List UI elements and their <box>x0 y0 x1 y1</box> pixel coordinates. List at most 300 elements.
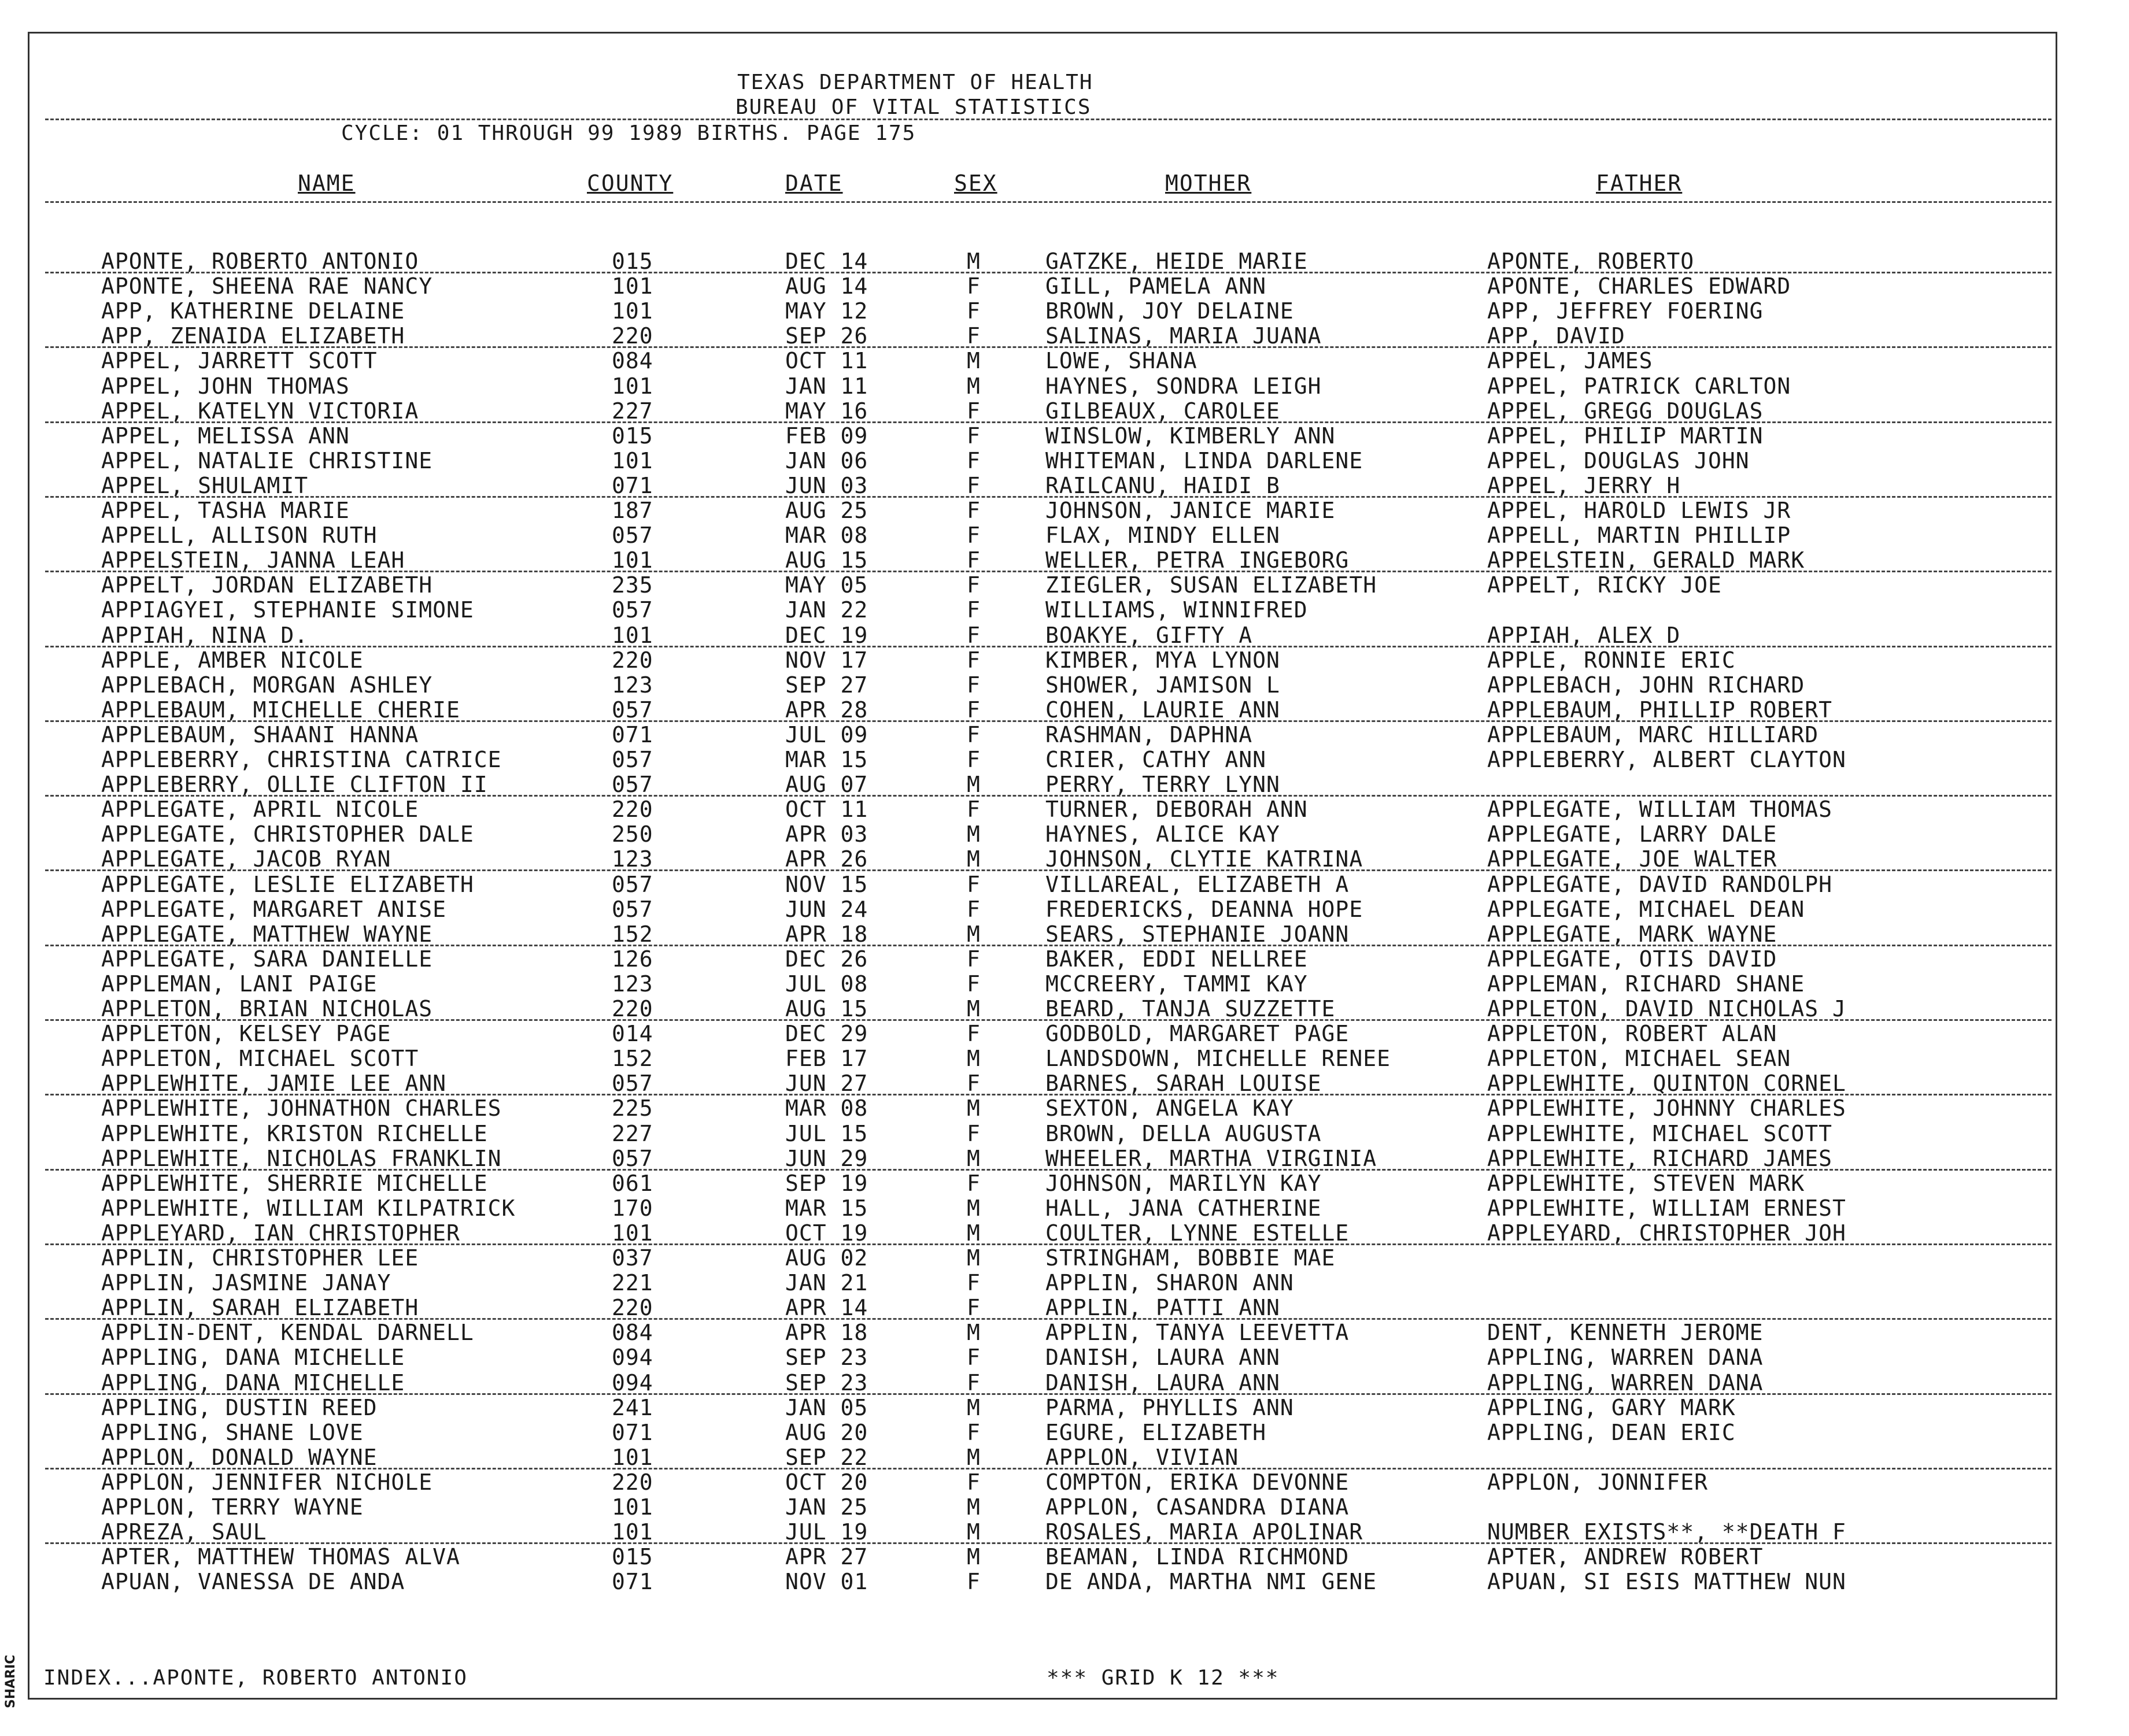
cell-mother: APPLIN, PATTI ANN <box>1045 1295 1280 1321</box>
table-row <box>0 1171 2129 1195</box>
cell-father: APONTE, CHARLES EDWARD <box>1487 273 1791 299</box>
cell-father: APPLEWHITE, STEVEN MARK <box>1487 1170 1805 1196</box>
cell-mother: PARMA, PHYLLIS ANN <box>1045 1394 1294 1420</box>
cell-name: APREZA, SAUL <box>101 1519 267 1545</box>
cell-county: 220 <box>612 797 653 823</box>
cell-sex: F <box>967 472 981 498</box>
cell-father: DENT, KENNETH JEROME <box>1487 1320 1764 1346</box>
cell-name: APPLING, DANA MICHELLE <box>101 1369 405 1396</box>
table-row <box>0 1245 2129 1270</box>
cell-county: 123 <box>612 971 653 997</box>
table-row <box>0 797 2129 821</box>
grid-reference: *** GRID K 12 *** <box>1047 1666 1280 1690</box>
column-header-date: DATE <box>785 171 843 196</box>
cell-name: APPLETON, BRIAN NICHOLAS <box>101 996 433 1021</box>
cell-date: AUG 15 <box>785 547 868 573</box>
table-row <box>0 249 2129 273</box>
cell-mother: HALL, JANA CATHERINE <box>1045 1195 1322 1221</box>
cell-mother: WHEELER, MARTHA VIRGINIA <box>1045 1145 1377 1171</box>
cell-sex: F <box>967 1345 981 1371</box>
cell-county: 101 <box>612 1494 653 1520</box>
cell-mother: BEARD, TANJA SUZZETTE <box>1045 996 1336 1021</box>
table-row <box>0 547 2129 572</box>
table-row <box>0 1071 2129 1095</box>
cell-mother: DANISH, LAURA ANN <box>1045 1345 1280 1371</box>
cell-date: OCT 11 <box>785 348 868 374</box>
cell-sex: F <box>967 597 981 623</box>
cell-mother: APPLIN, SHARON ANN <box>1045 1270 1294 1296</box>
cell-name: APPLEGATE, MATTHEW WAYNE <box>101 921 433 947</box>
cell-date: JUN 27 <box>785 1071 868 1097</box>
cell-name: APPLEGATE, APRIL NICOLE <box>101 797 419 823</box>
cell-county: 071 <box>612 1569 653 1595</box>
cell-mother: MCCREERY, TAMMI KAY <box>1045 971 1308 997</box>
cell-county: 084 <box>612 1320 653 1346</box>
cell-sex: M <box>967 821 981 847</box>
cell-father: APPLEGATE, JOE WALTER <box>1487 846 1777 872</box>
cell-father: APPLEGATE, DAVID RANDOLPH <box>1487 871 1832 897</box>
cell-sex: F <box>967 1270 981 1296</box>
cell-sex: F <box>967 273 981 299</box>
cell-county: 241 <box>612 1394 653 1420</box>
table-row <box>0 298 2129 323</box>
cell-sex: M <box>967 1494 981 1520</box>
cell-mother: RASHMAN, DAPHNA <box>1045 721 1253 747</box>
cell-sex: M <box>967 772 981 798</box>
cell-date: APR 27 <box>785 1544 868 1570</box>
cell-father: APPIAH, ALEX D <box>1487 622 1681 648</box>
cell-sex: F <box>967 871 981 897</box>
table-row <box>0 373 2129 398</box>
table-row <box>0 697 2129 722</box>
cell-date: JAN 11 <box>785 373 868 399</box>
cell-date: SEP 19 <box>785 1170 868 1196</box>
table-row <box>0 996 2129 1021</box>
cell-sex: M <box>967 249 981 274</box>
cell-date: JAN 22 <box>785 597 868 623</box>
table-row <box>0 1146 2129 1171</box>
cell-name: APPLON, TERRY WAYNE <box>101 1494 364 1520</box>
cell-county: 057 <box>612 1145 653 1171</box>
cell-father: APPLETON, DAVID NICHOLAS J <box>1487 996 1846 1021</box>
cell-county: 250 <box>612 821 653 847</box>
table-row <box>0 1519 2129 1544</box>
table-row <box>0 1345 2129 1369</box>
index-line: INDEX...APONTE, ROBERTO ANTONIO <box>43 1666 468 1690</box>
table-row <box>0 1494 2129 1519</box>
cell-name: APUAN, VANESSA DE ANDA <box>101 1569 405 1595</box>
cell-name: APPLETON, MICHAEL SCOTT <box>101 1046 419 1072</box>
cell-date: NOV 17 <box>785 647 868 673</box>
table-row <box>0 921 2129 946</box>
cell-father: APPELSTEIN, GERALD MARK <box>1487 547 1805 573</box>
cell-mother: BROWN, DELLA AUGUSTA <box>1045 1120 1322 1146</box>
cell-county: 227 <box>612 1120 653 1146</box>
cell-date: SEP 26 <box>785 323 868 349</box>
table-row <box>0 572 2129 597</box>
cell-mother: GODBOLD, MARGARET PAGE <box>1045 1021 1350 1047</box>
cell-county: 057 <box>612 871 653 897</box>
table-row <box>0 897 2129 921</box>
table-row <box>0 772 2129 797</box>
cell-father: APPLETON, MICHAEL SEAN <box>1487 1046 1791 1072</box>
table-row <box>0 348 2129 373</box>
cell-father: APPEL, PHILIP MARTIN <box>1487 423 1764 449</box>
cell-mother: COHEN, LAURIE ANN <box>1045 697 1280 723</box>
cell-name: APPLETON, KELSEY PAGE <box>101 1021 391 1047</box>
cell-county: 152 <box>612 921 653 947</box>
cell-mother: TURNER, DEBORAH ANN <box>1045 797 1308 823</box>
cell-name: APONTE, SHEENA RAE NANCY <box>101 273 433 299</box>
cell-date: APR 26 <box>785 846 868 872</box>
cell-county: 057 <box>612 597 653 623</box>
cell-mother: WHITEMAN, LINDA DARLENE <box>1045 447 1363 473</box>
column-header-father: FATHER <box>1596 171 1683 196</box>
cell-father: APPLING, WARREN DANA <box>1487 1369 1764 1396</box>
cell-name: APPLEMAN, LANI PAIGE <box>101 971 378 997</box>
cell-name: APPLON, DONALD WAYNE <box>101 1444 378 1470</box>
table-row <box>0 672 2129 697</box>
cell-mother: PERRY, TERRY LYNN <box>1045 772 1280 798</box>
cell-county: 220 <box>612 647 653 673</box>
cell-date: SEP 27 <box>785 672 868 698</box>
table-row <box>0 1095 2129 1120</box>
cell-date: DEC 29 <box>785 1021 868 1047</box>
cell-date: APR 18 <box>785 921 868 947</box>
cell-father: APPLEWHITE, QUINTON CORNEL <box>1487 1071 1846 1097</box>
table-row <box>0 1470 2129 1494</box>
cell-mother: SALINAS, MARIA JUANA <box>1045 323 1322 349</box>
cell-name: APPEL, NATALIE CHRISTINE <box>101 447 433 473</box>
cell-county: 071 <box>612 721 653 747</box>
cell-name: APP, KATHERINE DELAINE <box>101 298 405 324</box>
cell-sex: F <box>967 572 981 598</box>
table-row <box>0 1046 2129 1071</box>
cell-mother: GATZKE, HEIDE MARIE <box>1045 249 1308 274</box>
cell-name: APPEL, KATELYN VICTORIA <box>101 398 419 424</box>
cell-date: AUG 14 <box>785 273 868 299</box>
cell-name: APPLIN, SARAH ELIZABETH <box>101 1295 419 1321</box>
cell-date: DEC 26 <box>785 946 868 972</box>
cell-name: APTER, MATTHEW THOMAS ALVA <box>101 1544 460 1570</box>
cycle-line: CYCLE: 01 THROUGH 99 1989 BIRTHS. PAGE 175 <box>341 121 916 145</box>
table-row <box>0 597 2129 622</box>
table-row <box>0 846 2129 871</box>
cell-father: APPEL, GREGG DOUGLAS <box>1487 398 1764 424</box>
cell-date: DEC 19 <box>785 622 868 648</box>
cell-county: 071 <box>612 472 653 498</box>
cell-county: 015 <box>612 249 653 274</box>
cell-name: APPLING, DANA MICHELLE <box>101 1345 405 1371</box>
cell-father: APPELL, MARTIN PHILLIP <box>1487 523 1791 549</box>
cell-sex: F <box>967 971 981 997</box>
cell-mother: WINSLOW, KIMBERLY ANN <box>1045 423 1336 449</box>
cell-county: 057 <box>612 772 653 798</box>
cell-county: 101 <box>612 622 653 648</box>
cell-date: OCT 20 <box>785 1469 868 1495</box>
cell-name: APPLEBERRY, CHRISTINA CATRICE <box>101 747 502 772</box>
cell-sex: F <box>967 1469 981 1495</box>
cell-county: 221 <box>612 1270 653 1296</box>
cell-name: APP, ZENAIDA ELIZABETH <box>101 323 405 349</box>
cell-mother: ROSALES, MARIA APOLINAR <box>1045 1519 1363 1545</box>
cell-father: APPLEMAN, RICHARD SHANE <box>1487 971 1805 997</box>
cell-name: APPEL, JOHN THOMAS <box>101 373 350 399</box>
cell-mother: HAYNES, SONDRA LEIGH <box>1045 373 1322 399</box>
table-row <box>0 722 2129 747</box>
cell-father: APPLEBERRY, ALBERT CLAYTON <box>1487 747 1846 772</box>
table-row <box>0 821 2129 846</box>
cell-father: APP, JEFFREY FOERING <box>1487 298 1764 324</box>
table-row <box>0 473 2129 498</box>
cell-county: 101 <box>612 273 653 299</box>
cell-mother: JOHNSON, MARILYN KAY <box>1045 1170 1322 1196</box>
cell-name: APPLE, AMBER NICOLE <box>101 647 364 673</box>
cell-father: APPEL, DOUGLAS JOHN <box>1487 447 1750 473</box>
cell-father: APONTE, ROBERTO <box>1487 249 1695 274</box>
cell-date: MAY 12 <box>785 298 868 324</box>
cell-sex: M <box>967 1220 981 1246</box>
cell-father: APPLING, WARREN DANA <box>1487 1345 1764 1371</box>
cell-county: 061 <box>612 1170 653 1196</box>
cell-sex: M <box>967 1145 981 1171</box>
cell-date: SEP 23 <box>785 1369 868 1396</box>
cell-mother: APPLIN, TANYA LEEVETTA <box>1045 1320 1350 1346</box>
cell-sex: M <box>967 1444 981 1470</box>
cell-sex: F <box>967 523 981 549</box>
cell-mother: GILL, PAMELA ANN <box>1045 273 1267 299</box>
cell-mother: APPLON, VIVIAN <box>1045 1444 1239 1470</box>
table-row <box>0 1370 2129 1395</box>
table-row <box>0 1445 2129 1470</box>
cell-date: OCT 19 <box>785 1220 868 1246</box>
cell-county: 187 <box>612 498 653 523</box>
cell-mother: GILBEAUX, CAROLEE <box>1045 398 1280 424</box>
cell-county: 094 <box>612 1369 653 1396</box>
cell-date: JUL 19 <box>785 1519 868 1545</box>
cell-date: AUG 25 <box>785 498 868 523</box>
column-header-sex: SEX <box>954 171 997 196</box>
cell-mother: DANISH, LAURA ANN <box>1045 1369 1280 1396</box>
table-row <box>0 971 2129 996</box>
cell-mother: JOHNSON, CLYTIE KATRINA <box>1045 846 1363 872</box>
cell-county: 084 <box>612 348 653 374</box>
cell-county: 057 <box>612 896 653 922</box>
cell-name: APPLON, JENNIFER NICHOLE <box>101 1469 433 1495</box>
cell-county: 235 <box>612 572 653 598</box>
cell-name: APPLEYARD, IAN CHRISTOPHER <box>101 1220 460 1246</box>
cell-sex: M <box>967 1544 981 1570</box>
cell-name: APPLEGATE, SARA DANIELLE <box>101 946 433 972</box>
cell-date: DEC 14 <box>785 249 868 274</box>
divider <box>45 119 2052 120</box>
cell-father: APPEL, PATRICK CARLTON <box>1487 373 1791 399</box>
cell-mother: COMPTON, ERIKA DEVONNE <box>1045 1469 1350 1495</box>
cell-county: 057 <box>612 523 653 549</box>
table-row <box>0 448 2129 473</box>
cell-county: 015 <box>612 423 653 449</box>
bureau-title: BUREAU OF VITAL STATISTICS <box>735 95 1092 119</box>
cell-date: MAR 15 <box>785 747 868 772</box>
cell-county: 220 <box>612 996 653 1021</box>
cell-father: APPLEGATE, MARK WAYNE <box>1487 921 1777 947</box>
cell-name: APPIAH, NINA D. <box>101 622 309 648</box>
cell-date: OCT 11 <box>785 797 868 823</box>
cell-sex: F <box>967 323 981 349</box>
table-row <box>0 1569 2129 1594</box>
cell-county: 101 <box>612 373 653 399</box>
table-row <box>0 273 2129 298</box>
cell-county: 227 <box>612 398 653 424</box>
cell-sex: M <box>967 1095 981 1121</box>
cell-county: 123 <box>612 672 653 698</box>
cell-sex: F <box>967 697 981 723</box>
table-row <box>0 1420 2129 1445</box>
cell-sex: F <box>967 1120 981 1146</box>
cell-name: APPIAGYEI, STEPHANIE SIMONE <box>101 597 474 623</box>
cell-name: APPELSTEIN, JANNA LEAH <box>101 547 405 573</box>
cell-father: APPLEBACH, JOHN RICHARD <box>1487 672 1805 698</box>
cell-name: APPEL, TASHA MARIE <box>101 498 350 523</box>
cell-date: JAN 25 <box>785 1494 868 1520</box>
cell-mother: BEAMAN, LINDA RICHMOND <box>1045 1544 1350 1570</box>
cell-father: NUMBER EXISTS**, **DEATH F <box>1487 1519 1846 1545</box>
cell-name: APPLEWHITE, KRISTON RICHELLE <box>101 1120 488 1146</box>
cell-name: APPLING, DUSTIN REED <box>101 1394 378 1420</box>
table-row <box>0 747 2129 772</box>
cell-sex: M <box>967 1394 981 1420</box>
cell-sex: M <box>967 373 981 399</box>
column-header-name: NAME <box>298 171 356 196</box>
cell-mother: LOWE, SHANA <box>1045 348 1197 374</box>
column-header-county: COUNTY <box>587 171 674 196</box>
cell-name: APPLEWHITE, SHERRIE MICHELLE <box>101 1170 488 1196</box>
cell-name: APPLEBAUM, MICHELLE CHERIE <box>101 697 460 723</box>
cell-name: APPLEWHITE, JAMIE LEE ANN <box>101 1071 446 1097</box>
cell-sex: F <box>967 1295 981 1321</box>
cell-date: JUN 24 <box>785 896 868 922</box>
cell-sex: M <box>967 996 981 1021</box>
cell-sex: F <box>967 1021 981 1047</box>
cell-father: APPLING, DEAN ERIC <box>1487 1419 1736 1445</box>
cell-sex: M <box>967 1046 981 1072</box>
table-row <box>0 323 2129 348</box>
cell-county: 057 <box>612 747 653 772</box>
cell-name: APPLEBERRY, OLLIE CLIFTON II <box>101 772 488 798</box>
cell-date: NOV 01 <box>785 1569 868 1595</box>
cell-sex: F <box>967 423 981 449</box>
cell-date: MAY 16 <box>785 398 868 424</box>
table-row <box>0 498 2129 523</box>
table-row <box>0 872 2129 897</box>
table-row <box>0 1395 2129 1420</box>
cell-sex: M <box>967 1519 981 1545</box>
cell-sex: F <box>967 398 981 424</box>
cell-date: MAR 08 <box>785 1095 868 1121</box>
cell-mother: DE ANDA, MARTHA NMI GENE <box>1045 1569 1377 1595</box>
cell-mother: BROWN, JOY DELAINE <box>1045 298 1294 324</box>
cell-name: APPEL, JARRETT SCOTT <box>101 348 378 374</box>
cell-name: APPLEBAUM, SHAANI HANNA <box>101 721 419 747</box>
table-row <box>0 423 2129 448</box>
cell-father: APPLEGATE, WILLIAM THOMAS <box>1487 797 1832 823</box>
column-header-mother: MOTHER <box>1165 171 1252 196</box>
cell-name: APPLEGATE, MARGARET ANISE <box>101 896 446 922</box>
cell-mother: APPLON, CASANDRA DIANA <box>1045 1494 1350 1520</box>
cell-mother: SEXTON, ANGELA KAY <box>1045 1095 1294 1121</box>
cell-sex: F <box>967 797 981 823</box>
cell-date: APR 03 <box>785 821 868 847</box>
cell-mother: SEARS, STEPHANIE JOANN <box>1045 921 1350 947</box>
table-row <box>0 946 2129 971</box>
cell-date: MAR 08 <box>785 523 868 549</box>
cell-father: APPLEGATE, MICHAEL DEAN <box>1487 896 1805 922</box>
cell-sex: F <box>967 946 981 972</box>
cell-sex: M <box>967 846 981 872</box>
table-row <box>0 1544 2129 1569</box>
cell-sex: M <box>967 348 981 374</box>
cell-sex: F <box>967 672 981 698</box>
cell-sex: M <box>967 1195 981 1221</box>
cell-date: FEB 17 <box>785 1046 868 1072</box>
cell-mother: EGURE, ELIZABETH <box>1045 1419 1267 1445</box>
cell-name: APPEL, MELISSA ANN <box>101 423 350 449</box>
cell-name: APPLEGATE, CHRISTOPHER DALE <box>101 821 474 847</box>
cell-name: APPLIN, JASMINE JANAY <box>101 1270 391 1296</box>
cell-mother: FLAX, MINDY ELLEN <box>1045 523 1280 549</box>
cell-father: APPLING, GARY MARK <box>1487 1394 1736 1420</box>
cell-mother: ZIEGLER, SUSAN ELIZABETH <box>1045 572 1377 598</box>
cell-county: 014 <box>612 1021 653 1047</box>
cell-date: JUL 09 <box>785 721 868 747</box>
cell-name: APPLIN-DENT, KENDAL DARNELL <box>101 1320 474 1346</box>
cell-sex: F <box>967 1071 981 1097</box>
cell-sex: F <box>967 298 981 324</box>
table-row <box>0 1295 2129 1320</box>
cell-county: 094 <box>612 1345 653 1371</box>
cell-date: JUN 29 <box>785 1145 868 1171</box>
cell-father: APTER, ANDREW ROBERT <box>1487 1544 1764 1570</box>
cell-mother: SHOWER, JAMISON L <box>1045 672 1280 698</box>
cell-county: 101 <box>612 447 653 473</box>
cell-mother: WELLER, PETRA INGEBORG <box>1045 547 1350 573</box>
cell-father: APPLEGATE, OTIS DAVID <box>1487 946 1777 972</box>
cell-mother: CRIER, CATHY ANN <box>1045 747 1267 772</box>
cell-county: 101 <box>612 298 653 324</box>
cell-sex: F <box>967 647 981 673</box>
cell-name: APPEL, SHULAMIT <box>101 472 309 498</box>
cell-county: 037 <box>612 1245 653 1271</box>
cell-mother: HAYNES, ALICE KAY <box>1045 821 1280 847</box>
table-row <box>0 1270 2129 1295</box>
cell-county: 152 <box>612 1046 653 1072</box>
cell-sex: F <box>967 447 981 473</box>
side-stamp: SHARIC <box>3 1654 18 1708</box>
cell-name: APPELT, JORDAN ELIZABETH <box>101 572 433 598</box>
cell-county: 123 <box>612 846 653 872</box>
table-row <box>0 398 2129 423</box>
cell-sex: F <box>967 896 981 922</box>
cell-father: APP, DAVID <box>1487 323 1625 349</box>
cell-date: JAN 21 <box>785 1270 868 1296</box>
cell-sex: F <box>967 547 981 573</box>
cell-county: 071 <box>612 1419 653 1445</box>
cell-name: APPLEBACH, MORGAN ASHLEY <box>101 672 433 698</box>
cell-date: AUG 07 <box>785 772 868 798</box>
cell-father: APPLON, JONNIFER <box>1487 1469 1709 1495</box>
cell-date: NOV 15 <box>785 871 868 897</box>
cell-county: 101 <box>612 547 653 573</box>
